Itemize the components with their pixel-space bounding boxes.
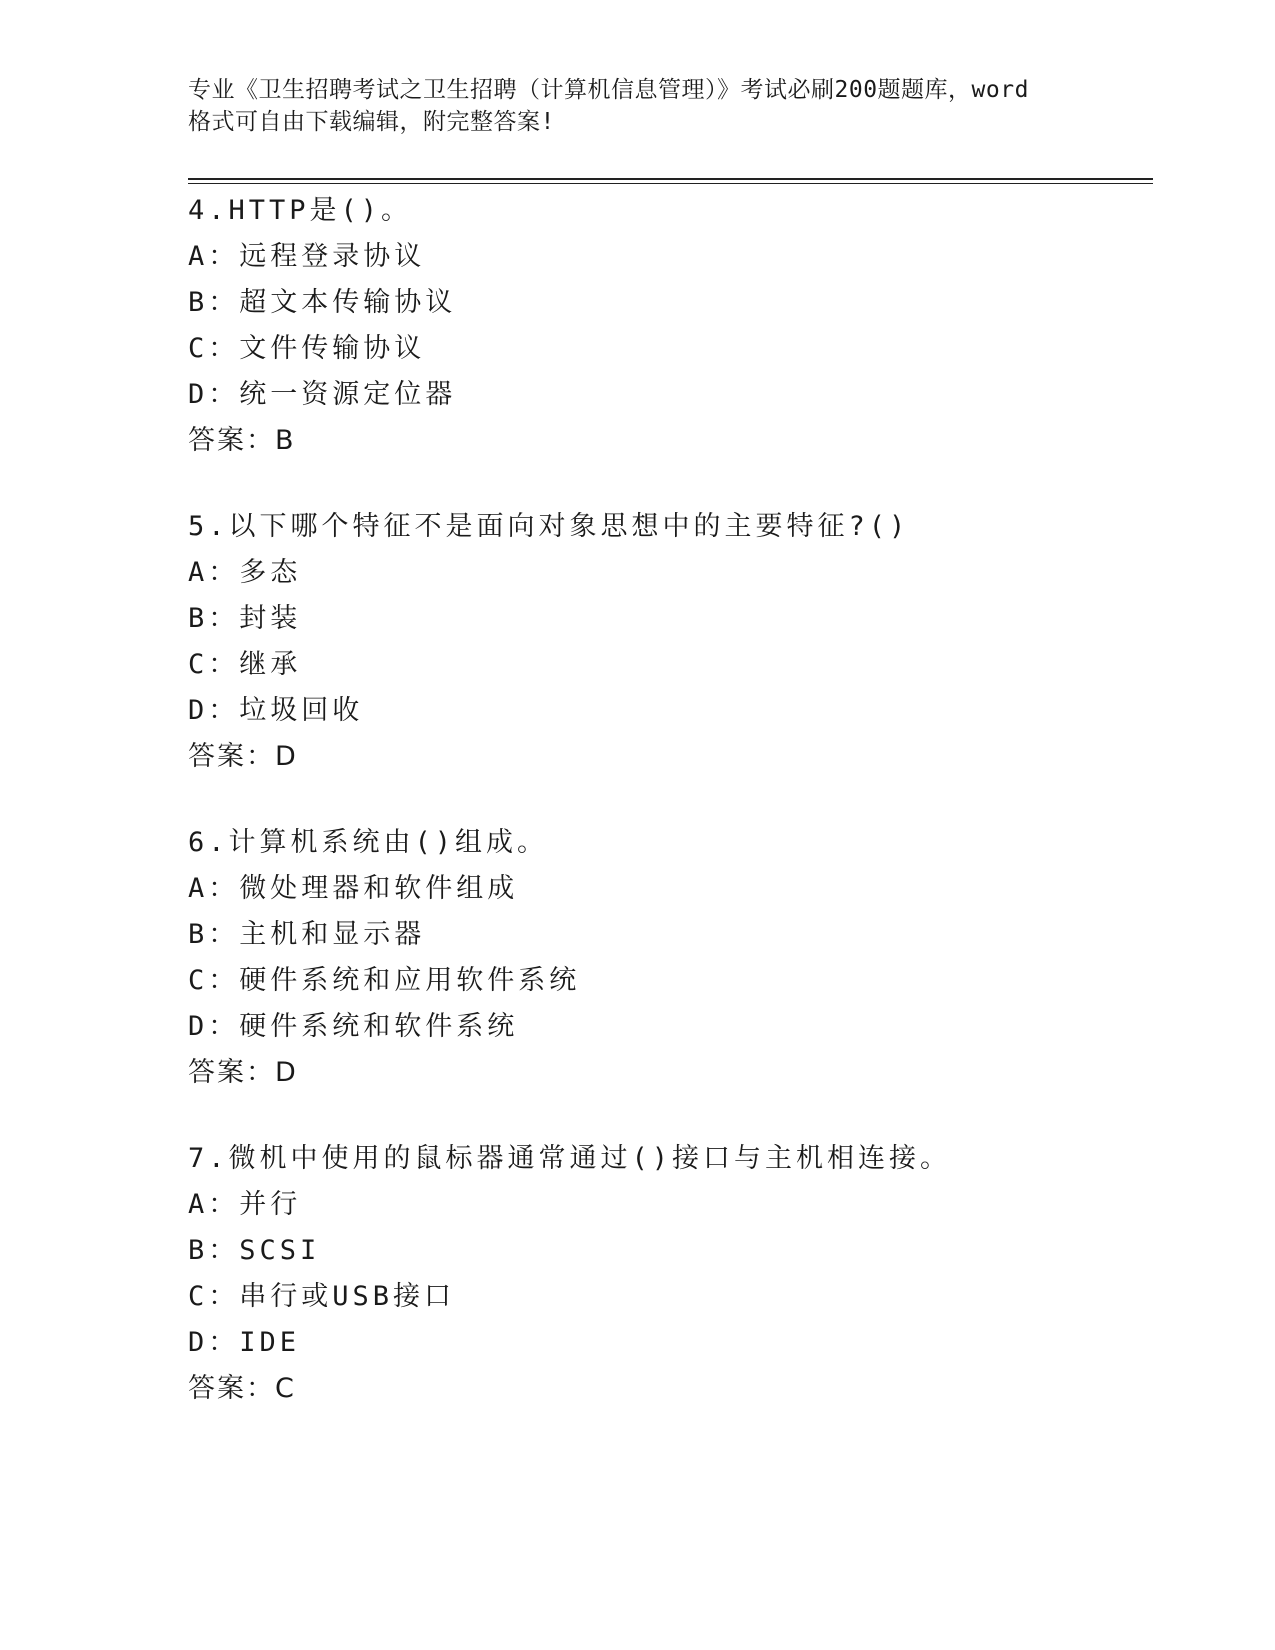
option-b: B：主机和显示器 xyxy=(188,919,426,950)
answer-line: 答案：D xyxy=(188,1057,298,1088)
header-line-2: 格式可自由下载编辑，附完整答案! xyxy=(188,109,555,135)
question-4 xyxy=(188,188,1153,464)
option-d: D：IDE xyxy=(188,1327,301,1358)
option-a: A：并行 xyxy=(188,1189,302,1220)
option-a: A：多态 xyxy=(188,557,302,588)
document-header xyxy=(188,74,1078,138)
document-page xyxy=(188,0,1153,1650)
option-b: B：封装 xyxy=(188,603,302,634)
option-c: C：硬件系统和应用软件系统 xyxy=(188,965,581,996)
question-stem: 4.HTTP是()。 xyxy=(188,195,413,226)
answer-line: 答案：C xyxy=(188,1373,296,1404)
question-6 xyxy=(188,820,1153,1096)
answer-line: 答案：B xyxy=(188,425,296,456)
option-c: C：文件传输协议 xyxy=(188,333,426,364)
question-stem: 5.以下哪个特征不是面向对象思想中的主要特征?() xyxy=(188,511,910,542)
option-d: D：硬件系统和软件系统 xyxy=(188,1011,519,1042)
question-stem: 6.计算机系统由()组成。 xyxy=(188,827,549,858)
question-5 xyxy=(188,504,1153,780)
option-d: D：垃圾回收 xyxy=(188,695,364,726)
option-a: A：远程登录协议 xyxy=(188,241,426,272)
option-b: B：超文本传输协议 xyxy=(188,287,457,318)
option-c: C：继承 xyxy=(188,649,302,680)
option-b: B：SCSI xyxy=(188,1235,321,1266)
option-a: A：微处理器和软件组成 xyxy=(188,873,519,904)
question-7 xyxy=(188,1136,1153,1412)
header-divider xyxy=(188,178,1153,184)
question-stem: 7.微机中使用的鼠标器通常通过()接口与主机相连接。 xyxy=(188,1143,952,1174)
option-c: C：串行或USB接口 xyxy=(188,1281,456,1312)
answer-line: 答案：D xyxy=(188,741,298,772)
option-d: D：统一资源定位器 xyxy=(188,379,457,410)
header-line-1: 专业《卫生招聘考试之卫生招聘（计算机信息管理）》考试必刷200题题库，word xyxy=(188,77,1029,103)
question-list xyxy=(188,188,1153,1452)
